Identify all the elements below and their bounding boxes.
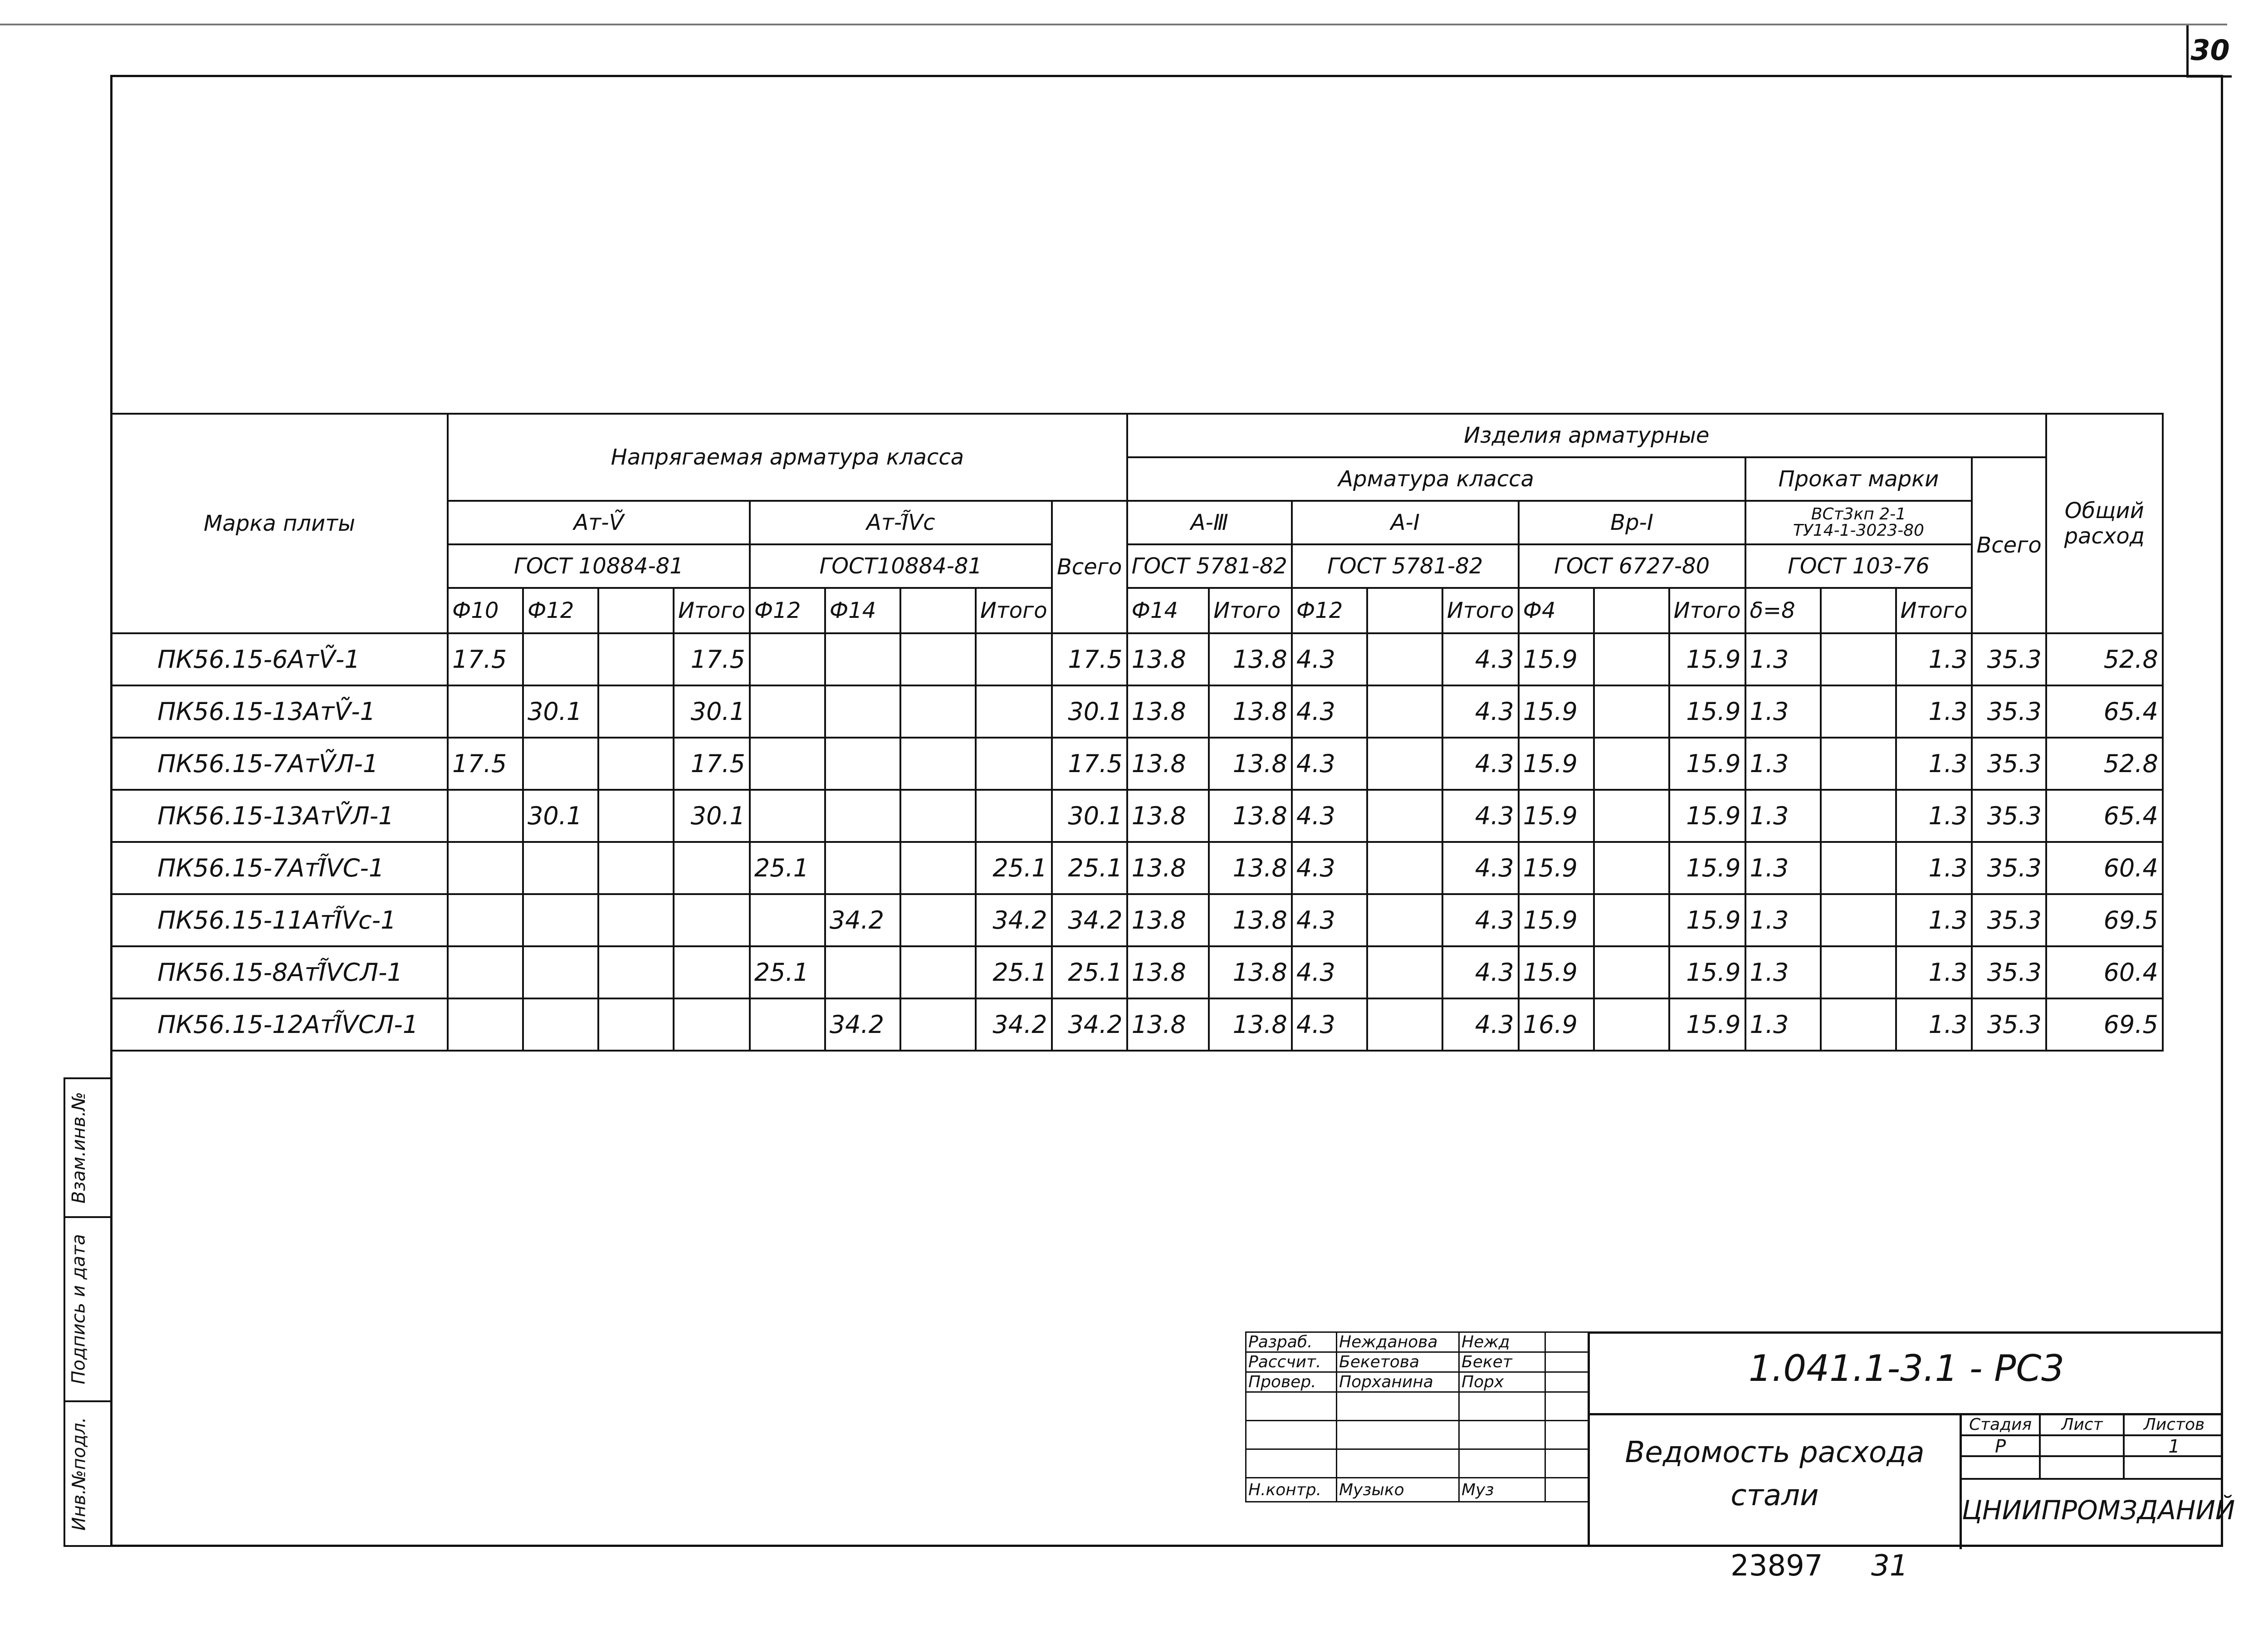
cell-rolled: 1.3 — [1745, 894, 1821, 946]
cell-at4c-itogo — [976, 633, 1052, 685]
cell-empty — [1367, 685, 1442, 738]
signature-row — [1246, 1352, 1589, 1372]
cell-vr1-itogo: 15.9 — [1669, 633, 1745, 685]
stage-label: Стадия — [1969, 1415, 2032, 1434]
cell-a3-d14: 13.8 — [1127, 946, 1209, 998]
cell-at5-itogo — [674, 842, 750, 894]
sheets-label: Листов — [2143, 1415, 2205, 1434]
cell-a3-itogo: 13.8 — [1209, 738, 1292, 790]
a1-class: А-Ⅰ — [1292, 501, 1519, 544]
cell-rolled: 1.3 — [1745, 685, 1821, 738]
cell-at4c-itogo: 25.1 — [976, 946, 1052, 998]
archive-number: 23897 — [1730, 1549, 1823, 1583]
inv-orig-label: Инв.№подл. — [68, 1417, 89, 1531]
signature-sign — [1459, 1449, 1545, 1478]
cell-a1-itogo: 4.3 — [1442, 842, 1519, 894]
cell-a1-d12: 4.3 — [1292, 842, 1367, 894]
cell-total2: 35.3 — [1972, 633, 2046, 685]
cell-total1: 17.5 — [1052, 738, 1127, 790]
col-d12a: Ф12 — [523, 588, 598, 633]
cell-empty — [598, 998, 674, 1051]
cell-at5-itogo — [674, 998, 750, 1051]
cell-at4c-d12 — [750, 633, 825, 685]
cell-empty — [1594, 946, 1669, 998]
cell-rolled-itogo: 1.3 — [1896, 790, 1972, 842]
vr1-class: Вр-Ⅰ — [1519, 501, 1745, 544]
rolled-steel: ВСт3кп 2-1 ТУ14-1-3023-80 — [1745, 501, 1972, 544]
cell-vr1-itogo: 15.9 — [1669, 842, 1745, 894]
at4c-gost: ГОСТ10884-81 — [750, 544, 1052, 588]
slab-mark: ПК56.15-13АтṼ-1 — [111, 685, 448, 738]
cell-at4c-itogo: 25.1 — [976, 842, 1052, 894]
cell-vr1-d4: 15.9 — [1519, 633, 1594, 685]
signature-name: Порханина — [1337, 1372, 1459, 1392]
signature-name — [1337, 1421, 1459, 1449]
cell-a1-itogo: 4.3 — [1442, 738, 1519, 790]
cell-a1-d12: 4.3 — [1292, 790, 1367, 842]
col-itogo5: Итого — [1669, 588, 1745, 633]
col-d12b: Ф12 — [750, 588, 825, 633]
a3-gost: ГОСТ 5781-82 — [1127, 544, 1292, 588]
cell-overall: 65.4 — [2046, 685, 2163, 738]
cell-a1-itogo: 4.3 — [1442, 633, 1519, 685]
inv-replace-label: Взам.инв.№ — [68, 1091, 89, 1204]
col-itogo4: Итого — [1442, 588, 1519, 633]
at4c-class: Ат-Ĩ̃Vс — [750, 501, 1052, 544]
cell-at5-itogo: 17.5 — [674, 738, 750, 790]
cell-vr1-itogo: 15.9 — [1669, 790, 1745, 842]
cell-at5-d12: 30.1 — [523, 685, 598, 738]
cell-overall: 52.8 — [2046, 738, 2163, 790]
cell-empty — [1367, 894, 1442, 946]
mark-header: Марка плиты — [111, 414, 448, 633]
col-d12c: Ф12 — [1292, 588, 1367, 633]
signature-sign: Бекет — [1459, 1352, 1545, 1372]
cell-a3-d14: 13.8 — [1127, 790, 1209, 842]
table-body — [111, 633, 2163, 1051]
cell-at4c-d14: 34.2 — [825, 894, 900, 946]
cell-total1: 34.2 — [1052, 894, 1127, 946]
cell-vr1-itogo: 15.9 — [1669, 946, 1745, 998]
rolled-header: Прокат марки — [1745, 457, 1972, 501]
cell-at4c-d14 — [825, 946, 900, 998]
cell-at5-itogo: 30.1 — [674, 685, 750, 738]
cell-at5-d10 — [448, 946, 523, 998]
cell-a1-itogo: 4.3 — [1442, 790, 1519, 842]
cell-empty — [1821, 998, 1896, 1051]
cell-empty — [1821, 685, 1896, 738]
cell-at5-itogo: 30.1 — [674, 790, 750, 842]
signature-role: Рассчит. — [1246, 1352, 1337, 1372]
cell-at4c-d14 — [825, 685, 900, 738]
col-itogo2: Итого — [976, 588, 1052, 633]
table-row — [111, 738, 2163, 790]
slab-mark: ПК56.15-7АтṼЛ-1 — [111, 738, 448, 790]
cell-at5-itogo — [674, 946, 750, 998]
cell-vr1-d4: 15.9 — [1519, 946, 1594, 998]
cell-empty — [1367, 790, 1442, 842]
signature-sign: Порх — [1459, 1372, 1545, 1392]
cell-at4c-d12 — [750, 685, 825, 738]
cell-a3-d14: 13.8 — [1127, 685, 1209, 738]
cell-at5-itogo — [674, 894, 750, 946]
signature-sign — [1459, 1392, 1545, 1421]
total2-header: Всего — [1972, 457, 2046, 633]
slab-mark: ПК56.15-7АтĨ̃VС-1 — [111, 842, 448, 894]
cell-a1-d12: 4.3 — [1292, 946, 1367, 998]
cell-at5-d12 — [523, 946, 598, 998]
cell-rolled-itogo: 1.3 — [1896, 946, 1972, 998]
cell-overall: 69.5 — [2046, 894, 2163, 946]
signature-name — [1337, 1449, 1459, 1478]
cell-at5-d10 — [448, 842, 523, 894]
doc-title-line2: стали — [1730, 1479, 1819, 1512]
sign-date-label: Подпись и дата — [68, 1234, 90, 1384]
products-header: Изделия арматурные — [1127, 414, 2046, 457]
signature-date — [1545, 1478, 1589, 1502]
cell-empty — [1821, 790, 1896, 842]
cell-empty — [1594, 894, 1669, 946]
title-block-right — [1588, 1331, 2235, 1547]
signature-sign: Муз — [1459, 1478, 1545, 1502]
cell-total1: 25.1 — [1052, 946, 1127, 998]
cell-empty — [598, 894, 674, 946]
col-d10: Ф10 — [448, 588, 523, 633]
signature-row — [1246, 1372, 1589, 1392]
signature-row — [1246, 1421, 1589, 1449]
cell-at5-itogo: 17.5 — [674, 633, 750, 685]
col-empty3 — [1367, 588, 1442, 633]
cell-overall: 69.5 — [2046, 998, 2163, 1051]
sheet-label: Лист — [2061, 1415, 2103, 1434]
cell-total2: 35.3 — [1972, 946, 2046, 998]
cell-rolled: 1.3 — [1745, 633, 1821, 685]
cell-vr1-d4: 16.9 — [1519, 998, 1594, 1051]
cell-vr1-d4: 15.9 — [1519, 842, 1594, 894]
col-itogo6: Итого — [1896, 588, 1972, 633]
a3-class: А-Ⅲ — [1127, 501, 1292, 544]
top-rule — [0, 24, 2227, 25]
cell-at5-d10 — [448, 685, 523, 738]
signature-role — [1246, 1421, 1337, 1449]
col-itogo1: Итого — [674, 588, 750, 633]
cell-total2: 35.3 — [1972, 790, 2046, 842]
signature-role: Разраб. — [1246, 1332, 1337, 1352]
col-empty1 — [598, 588, 674, 633]
cell-a3-itogo: 13.8 — [1209, 790, 1292, 842]
cell-empty — [1594, 685, 1669, 738]
cell-at5-d12: 30.1 — [523, 790, 598, 842]
cell-at4c-d12 — [750, 894, 825, 946]
cell-at4c-itogo — [976, 685, 1052, 738]
signature-row — [1246, 1332, 1589, 1352]
cell-empty — [598, 842, 674, 894]
col-delta: δ=8 — [1745, 588, 1821, 633]
cell-empty — [1367, 842, 1442, 894]
signature-date — [1545, 1332, 1589, 1352]
table-row — [111, 946, 2163, 998]
cell-a3-itogo: 13.8 — [1209, 894, 1292, 946]
cell-vr1-itogo: 15.9 — [1669, 738, 1745, 790]
cell-at4c-d12: 25.1 — [750, 946, 825, 998]
table-row — [111, 685, 2163, 738]
cell-a1-itogo: 4.3 — [1442, 998, 1519, 1051]
signature-date — [1545, 1372, 1589, 1392]
cell-empty — [900, 790, 976, 842]
cell-rolled-itogo: 1.3 — [1896, 998, 1972, 1051]
sign-date-cell — [64, 1216, 110, 1402]
cell-at4c-d12 — [750, 790, 825, 842]
cell-empty — [900, 894, 976, 946]
cell-empty — [1821, 633, 1896, 685]
signature-date — [1545, 1392, 1589, 1421]
cell-a1-d12: 4.3 — [1292, 894, 1367, 946]
stage-col2 — [2123, 1413, 2125, 1479]
cell-vr1-d4: 15.9 — [1519, 894, 1594, 946]
cell-total1: 25.1 — [1052, 842, 1127, 894]
cell-empty — [900, 842, 976, 894]
cell-a3-d14: 13.8 — [1127, 842, 1209, 894]
cell-empty — [598, 790, 674, 842]
cell-at5-d12 — [523, 633, 598, 685]
cell-at5-d10: 17.5 — [448, 633, 523, 685]
cell-at5-d12 — [523, 738, 598, 790]
cell-a1-itogo: 4.3 — [1442, 685, 1519, 738]
inv-orig-cell — [64, 1400, 110, 1547]
cell-a1-itogo: 4.3 — [1442, 894, 1519, 946]
cell-empty — [1821, 738, 1896, 790]
rebar-class-header: Арматура класса — [1127, 457, 1745, 501]
col-itogo3: Итого — [1209, 588, 1292, 633]
doc-title-line1: Ведомость расхода — [1625, 1436, 1925, 1469]
signature-sign — [1459, 1421, 1545, 1449]
cell-at5-d10 — [448, 998, 523, 1051]
cell-rolled: 1.3 — [1745, 946, 1821, 998]
slab-mark: ПК56.15-6АтṼ-1 — [111, 633, 448, 685]
col-d14a: Ф14 — [825, 588, 900, 633]
signatures-table — [1245, 1331, 1589, 1502]
cell-at4c-itogo — [976, 790, 1052, 842]
signature-date — [1545, 1449, 1589, 1478]
cell-empty — [1821, 946, 1896, 998]
cell-at4c-d12 — [750, 998, 825, 1051]
cell-rolled: 1.3 — [1745, 790, 1821, 842]
cell-empty — [1594, 738, 1669, 790]
stage-value: Р — [1994, 1436, 2006, 1457]
cell-a3-itogo: 13.8 — [1209, 842, 1292, 894]
signature-name — [1337, 1392, 1459, 1421]
cell-a3-itogo: 13.8 — [1209, 685, 1292, 738]
cell-at5-d10 — [448, 894, 523, 946]
stage-col1 — [2039, 1413, 2041, 1479]
signature-date — [1545, 1352, 1589, 1372]
cell-a3-itogo: 13.8 — [1209, 633, 1292, 685]
sheets-value: 1 — [2168, 1436, 2180, 1457]
cell-at4c-d14 — [825, 790, 900, 842]
col-empty4 — [1594, 588, 1669, 633]
table-row — [111, 894, 2163, 946]
col-d14b: Ф14 — [1127, 588, 1209, 633]
cell-empty — [1367, 738, 1442, 790]
steel-consumption-table — [110, 413, 2164, 1052]
sheet-number: 30 — [2190, 34, 2230, 67]
cell-at4c-d14 — [825, 842, 900, 894]
cell-empty — [1367, 633, 1442, 685]
slab-mark: ПК56.15-8АтĨ̃VСЛ-1 — [111, 946, 448, 998]
cell-rolled-itogo: 1.3 — [1896, 633, 1972, 685]
sheet-number-box — [2186, 25, 2232, 78]
cell-empty — [1594, 842, 1669, 894]
rolled-gost: ГОСТ 103-76 — [1745, 544, 1972, 588]
cell-total2: 35.3 — [1972, 894, 2046, 946]
cell-rolled: 1.3 — [1745, 842, 1821, 894]
cell-rolled: 1.3 — [1745, 998, 1821, 1051]
signature-role: Н.контр. — [1246, 1478, 1337, 1502]
cell-a1-d12: 4.3 — [1292, 998, 1367, 1051]
cell-empty — [1594, 633, 1669, 685]
cell-overall: 60.4 — [2046, 842, 2163, 894]
signature-name: Бекетова — [1337, 1352, 1459, 1372]
cell-at5-d12 — [523, 842, 598, 894]
col-empty2 — [900, 588, 976, 633]
table-row — [111, 998, 2163, 1051]
signature-date — [1545, 1421, 1589, 1449]
signature-role — [1246, 1392, 1337, 1421]
cell-at4c-itogo: 34.2 — [976, 894, 1052, 946]
cell-empty — [1594, 998, 1669, 1051]
page-number: 31 — [1871, 1549, 1908, 1583]
cell-a3-itogo: 13.8 — [1209, 998, 1292, 1051]
cell-overall: 65.4 — [2046, 790, 2163, 842]
binding-strip — [64, 1077, 110, 1547]
vr1-gost: ГОСТ 6727-80 — [1519, 544, 1745, 588]
col-d4: Ф4 — [1519, 588, 1594, 633]
cell-at5-d12 — [523, 998, 598, 1051]
signature-name: Музыко — [1337, 1478, 1459, 1502]
cell-empty — [1594, 790, 1669, 842]
slab-mark: ПК56.15-12АтĨ̃VСЛ-1 — [111, 998, 448, 1051]
cell-total1: 17.5 — [1052, 633, 1127, 685]
table-row — [111, 633, 2163, 685]
cell-vr1-itogo: 15.9 — [1669, 998, 1745, 1051]
table-row — [111, 842, 2163, 894]
cell-empty — [900, 998, 976, 1051]
organization: ЦНИИПРОМЗДАНИЙ — [1962, 1495, 2235, 1526]
title-block — [1245, 1331, 2235, 1547]
cell-at4c-itogo: 34.2 — [976, 998, 1052, 1051]
cell-empty — [598, 685, 674, 738]
cell-rolled-itogo: 1.3 — [1896, 738, 1972, 790]
cell-empty — [1821, 894, 1896, 946]
cell-a1-d12: 4.3 — [1292, 738, 1367, 790]
signature-role — [1246, 1449, 1337, 1478]
cell-at5-d10: 17.5 — [448, 738, 523, 790]
cell-overall: 52.8 — [2046, 633, 2163, 685]
cell-a3-d14: 13.8 — [1127, 894, 1209, 946]
cell-at4c-d12: 25.1 — [750, 842, 825, 894]
signature-name: Нежданова — [1337, 1332, 1459, 1352]
cell-total2: 35.3 — [1972, 685, 2046, 738]
stage-divider3 — [1960, 1478, 2223, 1480]
total1-header: Всего — [1052, 501, 1127, 633]
cell-at5-d12 — [523, 894, 598, 946]
a1-gost: ГОСТ 5781-82 — [1292, 544, 1519, 588]
cell-a1-d12: 4.3 — [1292, 633, 1367, 685]
cell-empty — [1821, 842, 1896, 894]
cell-vr1-d4: 15.9 — [1519, 738, 1594, 790]
cell-empty — [598, 946, 674, 998]
overall-header: Общий расход — [2046, 414, 2163, 633]
cell-at4c-itogo — [976, 738, 1052, 790]
prestressed-header: Напрягаемая арматура класса — [448, 414, 1127, 501]
cell-rolled: 1.3 — [1745, 738, 1821, 790]
cell-vr1-itogo: 15.9 — [1669, 685, 1745, 738]
cell-a3-d14: 13.8 — [1127, 998, 1209, 1051]
cell-a3-itogo: 13.8 — [1209, 946, 1292, 998]
cell-total1: 30.1 — [1052, 685, 1127, 738]
cell-rolled-itogo: 1.3 — [1896, 894, 1972, 946]
cell-empty — [900, 738, 976, 790]
cell-a1-d12: 4.3 — [1292, 685, 1367, 738]
cell-overall: 60.4 — [2046, 946, 2163, 998]
cell-total2: 35.3 — [1972, 842, 2046, 894]
cell-at4c-d14: 34.2 — [825, 998, 900, 1051]
cell-vr1-d4: 15.9 — [1519, 790, 1594, 842]
inv-replace-cell — [64, 1077, 110, 1218]
slab-mark: ПК56.15-13АтṼЛ-1 — [111, 790, 448, 842]
cell-rolled-itogo: 1.3 — [1896, 685, 1972, 738]
signature-row — [1246, 1449, 1589, 1478]
cell-a3-d14: 13.8 — [1127, 738, 1209, 790]
col-empty5 — [1821, 588, 1896, 633]
table-row — [111, 790, 2163, 842]
signature-sign: Нежд — [1459, 1332, 1545, 1352]
signature-row — [1246, 1392, 1589, 1421]
at5-gost: ГОСТ 10884-81 — [448, 544, 750, 588]
cell-empty — [900, 946, 976, 998]
cell-at4c-d14 — [825, 738, 900, 790]
cell-at4c-d14 — [825, 633, 900, 685]
document-code: 1.041.1-3.1 - РС3 — [1748, 1347, 2065, 1389]
cell-empty — [1367, 946, 1442, 998]
signature-role: Провер. — [1246, 1372, 1337, 1392]
cell-at4c-d12 — [750, 738, 825, 790]
cell-total2: 35.3 — [1972, 998, 2046, 1051]
cell-a1-itogo: 4.3 — [1442, 946, 1519, 998]
cell-vr1-d4: 15.9 — [1519, 685, 1594, 738]
cell-empty — [900, 685, 976, 738]
slab-mark: ПК56.15-11АтĨ̃Vс-1 — [111, 894, 448, 946]
cell-total2: 35.3 — [1972, 738, 2046, 790]
cell-empty — [598, 633, 674, 685]
at5-class: Ат-Ṽ — [448, 501, 750, 544]
cell-empty — [900, 633, 976, 685]
signature-row — [1246, 1478, 1589, 1502]
cell-a3-d14: 13.8 — [1127, 633, 1209, 685]
cell-at5-d10 — [448, 790, 523, 842]
cell-vr1-itogo: 15.9 — [1669, 894, 1745, 946]
cell-rolled-itogo: 1.3 — [1896, 842, 1972, 894]
cell-empty — [1367, 998, 1442, 1051]
cell-empty — [598, 738, 674, 790]
cell-total1: 30.1 — [1052, 790, 1127, 842]
cell-total1: 34.2 — [1052, 998, 1127, 1051]
